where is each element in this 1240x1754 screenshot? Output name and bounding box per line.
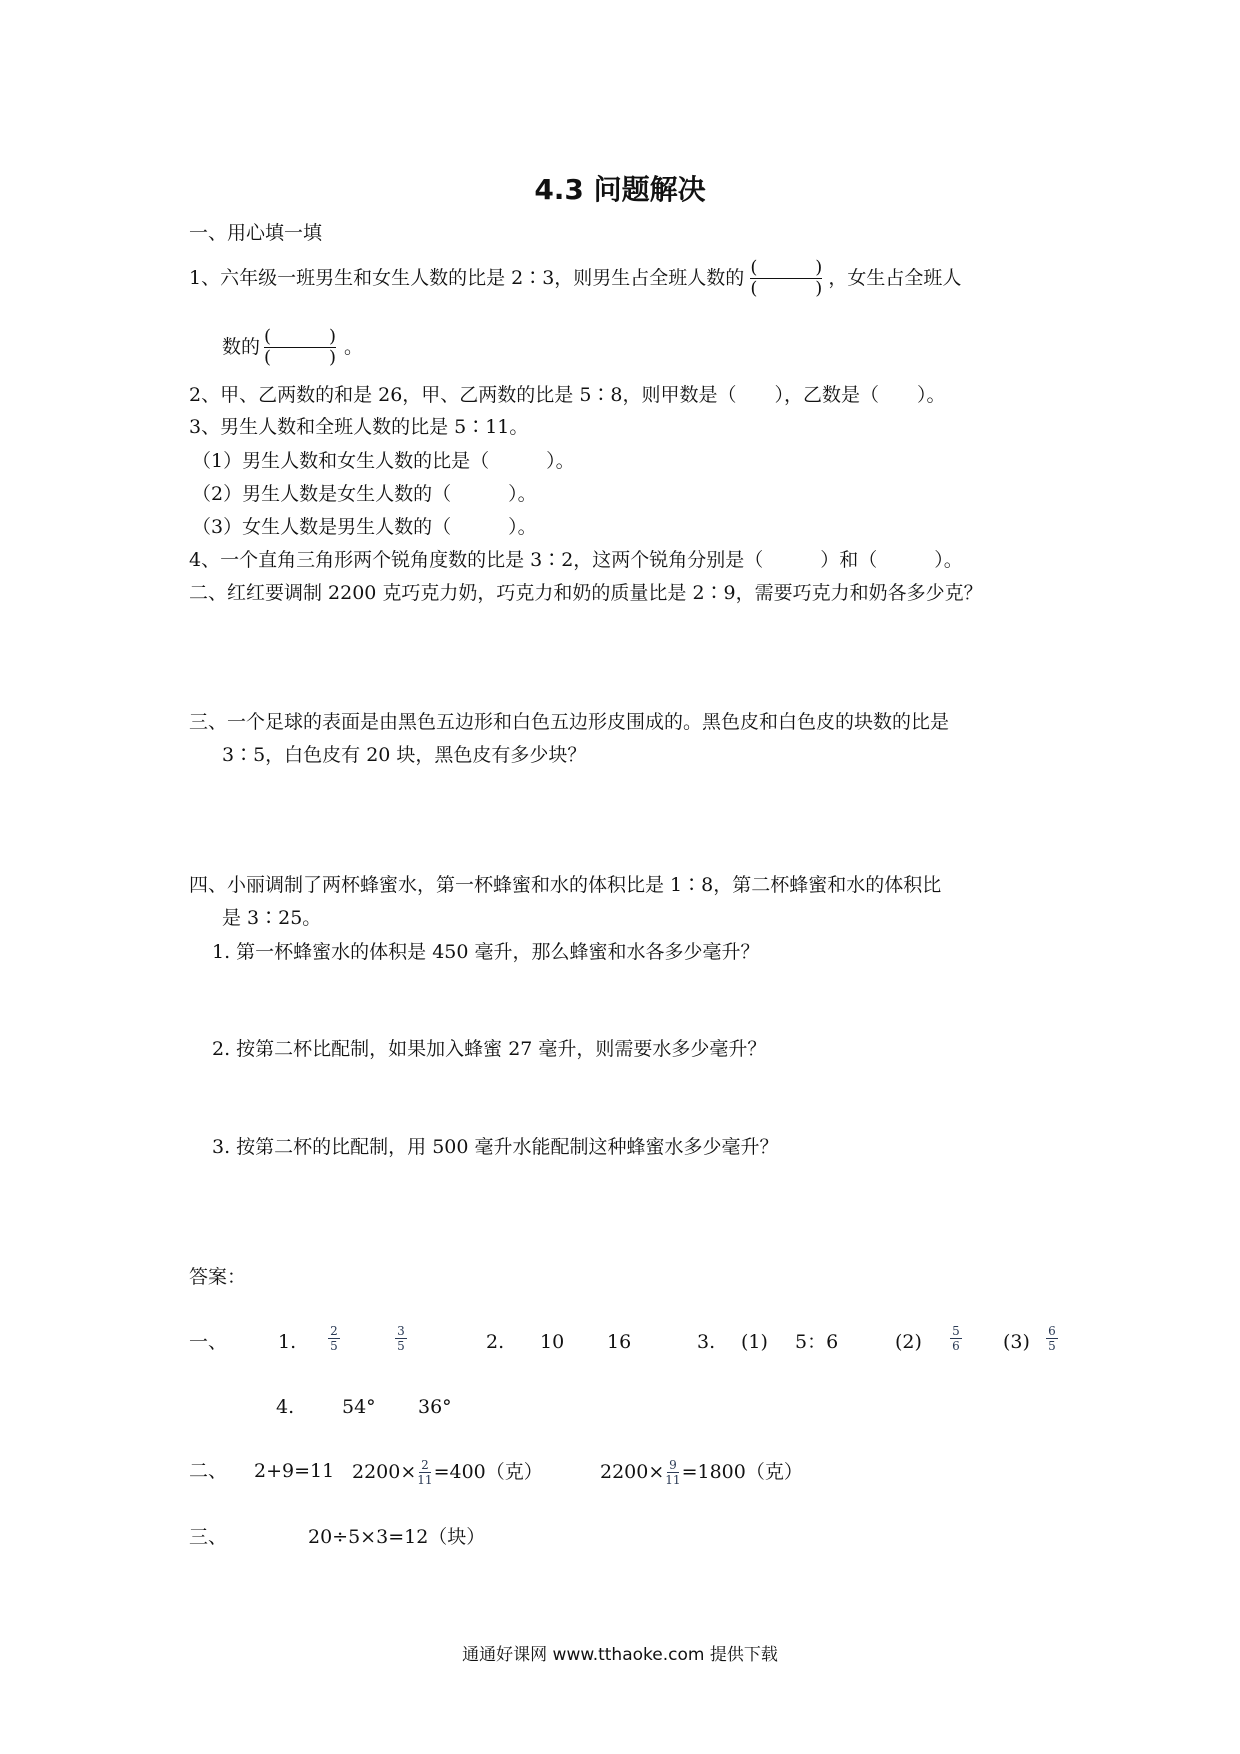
section-3-line-1: 三、一个足球的表面是由黑色五边形和白色五边形皮围成的。黑色皮和白色皮的块数的比是: [189, 711, 950, 733]
section-4-question-3: 3. 按第二杯的比配制，用 500 毫升水能配制这种蜂蜜水多少毫升？: [212, 1136, 779, 1158]
paren-right: ): [815, 257, 823, 278]
expr-text: 2200×: [600, 1460, 665, 1483]
paren-right: ): [328, 326, 337, 347]
denominator: 6: [952, 1339, 960, 1353]
page-title: 4.3 问题解决: [534, 173, 706, 206]
denominator: 5: [330, 1339, 338, 1353]
answer-3-part-3-label: (3): [1003, 1331, 1030, 1353]
denominator: 5: [397, 1339, 405, 1353]
answer-2-value-b: 16: [607, 1331, 632, 1353]
answer-1-num-1: 1.: [278, 1331, 297, 1353]
question-3-1: （1）男生人数和女生人数的比是（ ）。: [192, 450, 575, 472]
q1-text-b: ，女生占全班人: [828, 267, 962, 289]
answer-s3-expr: 20÷5×3=12（块）: [308, 1526, 486, 1548]
numerator: 3: [397, 1324, 405, 1338]
paren-left: (: [750, 257, 758, 278]
answer-s2-expr-1: 2+9=11: [254, 1460, 335, 1482]
numerator: 2: [330, 1324, 338, 1338]
answer-1-fraction-2: [395, 1325, 407, 1352]
answer-s2-expr-2: [352, 1452, 543, 1492]
answer-2-value-a: 10: [540, 1331, 565, 1353]
q1-text-a: 1、六年级一班男生和女生人数的比是 2∶3，则男生占全班人数的: [189, 267, 745, 289]
answer-4-value-b: 36°: [418, 1396, 452, 1418]
blank-fraction-2[interactable]: [264, 327, 336, 368]
question-3-2: （2）男生人数是女生人数的（ ）。: [192, 483, 537, 505]
question-1-line-1: [189, 258, 961, 299]
q1-text-c: 数的: [222, 336, 261, 358]
section-3-line-2: 3∶5，白色皮有 20 块，黑色皮有多少块？: [222, 744, 587, 766]
expr-text: 2200×: [352, 1460, 417, 1483]
answer-3-part-1-label: (1): [741, 1331, 768, 1353]
fraction: 9 11: [665, 1457, 681, 1487]
answer-3-num: 3.: [697, 1331, 716, 1353]
question-3: 3、男生人数和全班人数的比是 5∶11。: [189, 416, 529, 438]
q1-text-d: 。: [344, 336, 364, 358]
footer-text: 通通好课网 www.tthaoke.com 提供下载: [462, 1645, 778, 1665]
answer-2-num: 2.: [486, 1331, 505, 1353]
answers-label: 答案：: [189, 1266, 247, 1288]
answer-3-part-2-label: (2): [895, 1331, 922, 1353]
answer-3-part-3-fraction: [1046, 1325, 1058, 1352]
question-4: 4、一个直角三角形两个锐角度数的比是 3∶2，这两个锐角分别是（ ）和（ ）。: [189, 549, 963, 571]
answer-1-prefix: 一、: [189, 1331, 228, 1353]
section-1-heading: 一、用心填一填: [189, 222, 323, 244]
answer-s2-prefix: 二、: [189, 1460, 228, 1482]
answer-s2-expr-3: [600, 1452, 803, 1492]
answer-s3-prefix: 三、: [189, 1526, 228, 1548]
answer-1-fraction-1: [328, 1325, 340, 1352]
section-2-question: 二、红红要调制 2200 克巧克力奶，巧克力和奶的质量比是 2∶9，需要巧克力和奶各多少克？: [189, 582, 983, 604]
expr-text: =400（克）: [433, 1460, 543, 1483]
denominator: 5: [1048, 1339, 1056, 1353]
paren-right: ): [328, 347, 337, 368]
section-4-line-2: 是 3∶25。: [222, 907, 322, 929]
fraction: 2 11: [417, 1457, 433, 1487]
expr-text: =1800（克）: [681, 1460, 803, 1483]
paren-right: ): [815, 278, 823, 299]
answer-4-value-a: 54°: [342, 1396, 376, 1418]
paren-left: (: [264, 326, 272, 347]
section-4-line-1: 四、小丽调制了两杯蜂蜜水，第一杯蜂蜜和水的体积比是 1∶8，第二杯蜂蜜和水的体积比: [189, 874, 942, 896]
question-2: 2、甲、乙两数的和是 26，甲、乙两数的比是 5∶8，则甲数是（ ），乙数是（ ）。: [189, 384, 946, 406]
question-3-3: （3）女生人数是男生人数的（ ）。: [192, 516, 537, 538]
paren-left: (: [750, 278, 758, 299]
blank-fraction-1[interactable]: [750, 258, 822, 299]
section-4-question-1: 1. 第一杯蜂蜜水的体积是 450 毫升，那么蜂蜜和水各多少毫升？: [212, 941, 760, 963]
answer-3-part-2-fraction: [950, 1325, 962, 1352]
numerator: 6: [1048, 1324, 1056, 1338]
paren-left: (: [264, 347, 272, 368]
question-1-line-2: [222, 327, 363, 368]
numerator: 5: [952, 1324, 960, 1338]
answer-4-num: 4.: [276, 1396, 295, 1418]
section-4-question-2: 2. 按第二杯比配制，如果加入蜂蜜 27 毫升，则需要水多少毫升？: [212, 1038, 767, 1060]
answer-3-part-1-value: 5：6: [795, 1331, 839, 1353]
